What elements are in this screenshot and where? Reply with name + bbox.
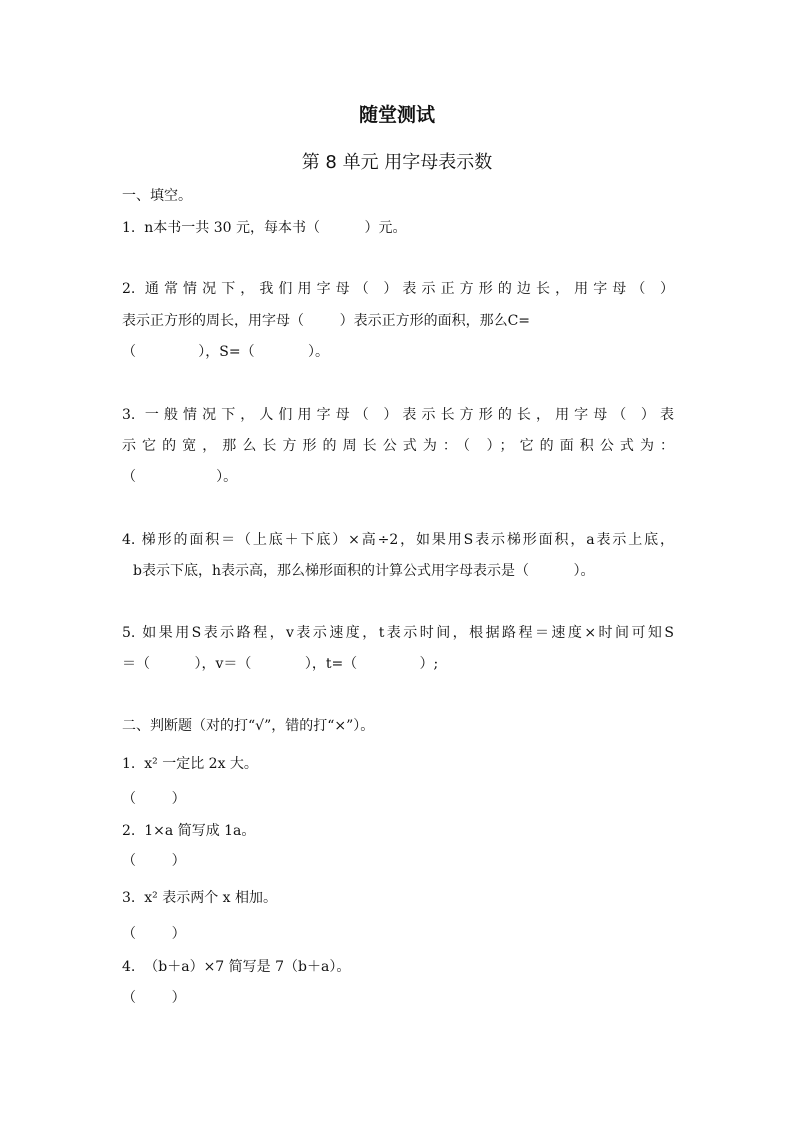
- judge-4: 4. （b＋a）×7 简写是 7（b＋a）。: [122, 959, 351, 975]
- question-3-line-2: 示它的宽，那么长方形的周长公式为：（ ）；它的面积公式为：: [122, 438, 674, 454]
- question-2-line-2: 表示正方形的周长，用字母（ ）表示正方形的面积，那么C=: [122, 313, 531, 329]
- judge-1: 1. x² 一定比 2x 大。: [122, 756, 258, 772]
- question-5-line-2: ＝（ ），v＝（ ），t=（ ）;: [122, 656, 439, 672]
- question-3-line-1: 3. 一般情况下，人们用字母（ ）表示长方形的长，用字母（ ）表: [122, 407, 674, 423]
- question-2-line-1: 2. 通常情况下，我们用字母（ ）表示正方形的边长，用字母（ ）: [122, 281, 674, 297]
- judge-2-answer: （ ）: [122, 853, 186, 869]
- judge-3-answer: （ ）: [122, 926, 186, 942]
- judge-1-answer: （ ）: [122, 791, 186, 807]
- question-3-line-3: （ ）。: [122, 469, 238, 485]
- section-1-heading: 一、填空。: [122, 188, 192, 204]
- page-title: 随堂测试: [358, 104, 435, 126]
- question-2-line-3: （ ），S=（ ）。: [122, 344, 330, 360]
- unit-subtitle: 第 8 单元 用字母表示数: [301, 152, 493, 173]
- question-4-line-2: b表示下底，h表示高，那么梯形面积的计算公式用字母表示是（ ）。: [133, 563, 595, 579]
- judge-2: 2. 1×a 简写成 1a。: [122, 823, 256, 839]
- question-1: 1. n本书一共 30 元，每本书（ ）元。: [122, 220, 407, 236]
- question-4-line-1: 4. 梯形的面积＝（上底＋下底）×高÷2，如果用S表示梯形面积，a表示上底，: [122, 532, 674, 548]
- judge-3: 3. x² 表示两个 x 相加。: [122, 890, 278, 906]
- judge-4-answer: （ ）: [122, 990, 186, 1006]
- question-5-line-1: 5. 如果用S表示路程，v表示速度，t表示时间，根据路程＝速度×时间可知S: [122, 625, 674, 641]
- section-2-heading: 二、判断题（对的打“√”，错的打“×”）。: [122, 718, 375, 734]
